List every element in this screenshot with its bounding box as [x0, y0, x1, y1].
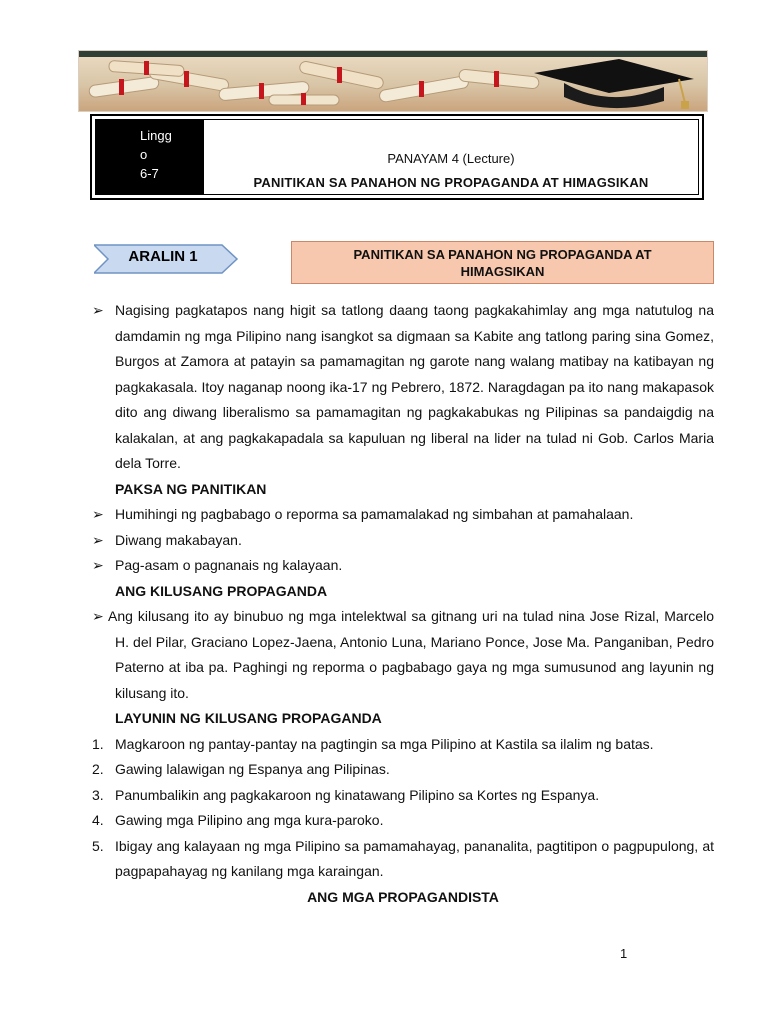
lesson-label-badge	[94, 244, 240, 274]
list-item	[92, 528, 714, 554]
list-item	[92, 732, 714, 758]
list-item-text: Panumbalikin ang pagkakaroon ng kinatawang Pilipino sa Kortes ng Espanya.	[115, 786, 600, 803]
lecture-body	[92, 298, 714, 910]
week-label-line1: Lingg	[140, 128, 172, 143]
list-item	[92, 757, 714, 783]
arrow-bullet-icon: ➢	[92, 557, 104, 573]
list-item	[92, 553, 714, 579]
lesson-topic-line2: HIMAGSIKAN	[460, 264, 545, 279]
list-item	[92, 834, 714, 885]
week-cell	[96, 120, 202, 194]
section-heading-propagandista: ANG MGA PROPAGANDISTA	[307, 888, 499, 905]
graduation-cap-icon	[534, 59, 694, 109]
section-heading-layunin: LAYUNIN NG KILUSANG PROPAGANDA	[115, 710, 382, 726]
lecture-number: PANAYAM 4 (Lecture)	[387, 151, 515, 166]
intro-paragraph	[92, 298, 714, 477]
week-label-line3: 6-7	[140, 166, 159, 181]
list-number: 3.	[92, 786, 104, 803]
list-item-text: Gawing mga Pilipino ang mga kura-paroko.	[115, 812, 384, 828]
lecture-header	[90, 114, 704, 200]
lesson-topic-box	[291, 241, 714, 284]
section-heading-paksa: PAKSA NG PANITIKAN	[115, 480, 267, 497]
list-item	[92, 783, 714, 809]
list-number: 1.	[92, 735, 104, 752]
list-item-text: Gawing lalawigan ng Espanya ang Pilipinas.	[115, 761, 390, 777]
lesson-topic-line1: PANITIKAN SA PANAHON NG PROPAGANDA AT	[353, 247, 652, 262]
list-number: 4.	[92, 812, 104, 828]
lesson-label: ARALIN 1	[128, 248, 198, 265]
section-heading-kilusan: ANG KILUSANG PROPAGANDA	[115, 582, 328, 599]
diploma-scroll-icon	[89, 60, 540, 105]
list-item-text: Diwang makabayan.	[115, 531, 242, 548]
arrow-bullet-icon: ➢	[92, 506, 104, 522]
intro-text: Nagising pagkatapos nang higit sa tatlong daang taong pagkakahimlay ang mga natutulog na damdamin ng mga Pilipino nang isangkot sa digmaan sa Kabite ang tatlong paring sina Gomez, Burgos at Zamora at patayin sa pamamagitan ng garote nang walang matibay na katibayan ng pagkakasala. Itoy naganap noong ika-17 ng Pebrero, 1872. Naragdagan pa ito nang makapasok dito ang diwang liberalismo sa pamamagitan ng pagkakabukas ng Pilipinas sa pandaigdig na kalakalan, at ang pagkakapadala sa kapuluan ng liberal na lider na tulad ni Gob. Carlos Maria dela Torre.	[115, 302, 714, 471]
arrow-bullet-icon: ➢	[92, 302, 104, 318]
lecture-title: PANITIKAN SA PANAHON NG PROPAGANDA AT HIMAGSIKAN	[253, 175, 649, 190]
kilusan-paragraph	[92, 604, 714, 706]
arrow-bullet-icon: ➢	[92, 608, 104, 624]
list-number: 2.	[92, 761, 104, 777]
arrow-bullet-icon: ➢	[92, 531, 104, 548]
list-item	[92, 502, 714, 528]
kilusan-text: Ang kilusang ito ay binubuo ng mga intelektwal sa gitnang uri na tulad nina Jose Rizal, Marcelo H. del Pilar, Graciano Lopez-Jaena, Antonio Luna, Mariano Ponce, Jose Ma. Panganiban, Pedro Paterno at iba pa. Paghingi ng reporma o pagbabago gaya ng mga sumusunod ang layunin ng kilusang ito.	[108, 608, 714, 701]
list-item-text: Humihingi ng pagbabago o reporma sa pamamalakad ng simbahan at pamahalaan.	[115, 506, 634, 522]
week-label-line2: o	[140, 147, 148, 162]
list-item	[92, 808, 714, 834]
page-number: 1	[620, 946, 628, 961]
diploma-banner-image	[78, 50, 708, 112]
list-item-text: Ibigay ang kalayaan ng mga Pilipino sa pamamahayag, pananalita, pagtitipon o pagpupulong, at pagpapahayag ng kanilang mga karaingan.	[115, 837, 714, 879]
list-item-text: Pag-asam o pagnanais ng kalayaan.	[115, 557, 343, 573]
lecture-title-cell	[202, 120, 698, 194]
list-number: 5.	[92, 837, 104, 854]
list-item-text: Magkaroon ng pantay-pantay na pagtingin sa mga Pilipino at Kastila sa ilalim ng batas.	[115, 735, 654, 752]
